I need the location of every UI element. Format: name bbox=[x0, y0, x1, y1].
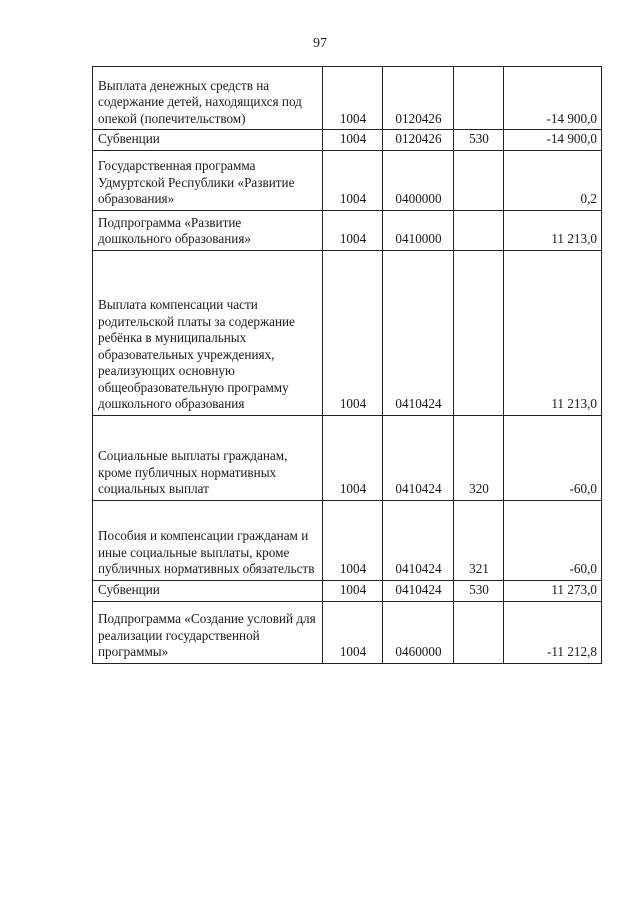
row-target-article: 0410000 bbox=[383, 210, 454, 250]
row-amount: -60,0 bbox=[504, 500, 602, 580]
row-target-article: 0460000 bbox=[383, 601, 454, 663]
table-row bbox=[93, 601, 602, 663]
row-name: Социальные выплаты гражданам, кроме публичных нормативных социальных выплат bbox=[93, 415, 323, 500]
row-expense-type bbox=[454, 250, 504, 415]
row-amount: 11 213,0 bbox=[504, 250, 602, 415]
table-row bbox=[93, 150, 602, 210]
table-row bbox=[93, 67, 602, 130]
row-amount: 11 273,0 bbox=[504, 580, 602, 601]
table-row bbox=[93, 130, 602, 151]
row-amount: -14 900,0 bbox=[504, 130, 602, 151]
row-expense-type bbox=[454, 150, 504, 210]
row-name: Субвенции bbox=[93, 580, 323, 601]
budget-table bbox=[92, 66, 602, 664]
row-section: 1004 bbox=[323, 250, 383, 415]
row-section: 1004 bbox=[323, 210, 383, 250]
row-expense-type: 530 bbox=[454, 580, 504, 601]
table-row bbox=[93, 580, 602, 601]
row-expense-type bbox=[454, 210, 504, 250]
row-expense-type bbox=[454, 601, 504, 663]
row-section: 1004 bbox=[323, 130, 383, 151]
row-section: 1004 bbox=[323, 601, 383, 663]
row-expense-type: 530 bbox=[454, 130, 504, 151]
row-section: 1004 bbox=[323, 150, 383, 210]
table-row bbox=[93, 415, 602, 500]
row-target-article: 0120426 bbox=[383, 130, 454, 151]
row-amount: 0,2 bbox=[504, 150, 602, 210]
row-amount: -14 900,0 bbox=[504, 67, 602, 130]
row-section: 1004 bbox=[323, 415, 383, 500]
row-target-article: 0410424 bbox=[383, 500, 454, 580]
row-name: Государственная программа Удмуртской Республики «Развитие образования» bbox=[93, 150, 323, 210]
row-target-article: 0410424 bbox=[383, 250, 454, 415]
table-row bbox=[93, 210, 602, 250]
row-expense-type: 320 bbox=[454, 415, 504, 500]
row-target-article: 0410424 bbox=[383, 415, 454, 500]
row-amount: -60,0 bbox=[504, 415, 602, 500]
row-expense-type bbox=[454, 67, 504, 130]
row-name: Субвенции bbox=[93, 130, 323, 151]
row-section: 1004 bbox=[323, 580, 383, 601]
row-name: Пособия и компенсации гражданам и иные социальные выплаты, кроме публичных нормативных обязательств bbox=[93, 500, 323, 580]
row-target-article: 0410424 bbox=[383, 580, 454, 601]
row-amount: 11 213,0 bbox=[504, 210, 602, 250]
row-name: Выплата денежных средств на содержание детей, находящихся под опекой (попечительством) bbox=[93, 67, 323, 130]
row-target-article: 0120426 bbox=[383, 67, 454, 130]
table-row bbox=[93, 250, 602, 415]
table-row bbox=[93, 500, 602, 580]
row-section: 1004 bbox=[323, 500, 383, 580]
row-expense-type: 321 bbox=[454, 500, 504, 580]
row-section: 1004 bbox=[323, 67, 383, 130]
row-name: Выплата компенсации части родительской платы за содержание ребёнка в муниципальных образовательных учреждениях, реализующих основную общеобразовательную программу дошкольного образования bbox=[93, 250, 323, 415]
row-target-article: 0400000 bbox=[383, 150, 454, 210]
page-number: 97 bbox=[313, 36, 327, 51]
row-name: Подпрограмма «Развитие дошкольного образования» bbox=[93, 210, 323, 250]
row-name: Подпрограмма «Создание условий для реализации государственной программы» bbox=[93, 601, 323, 663]
row-amount: -11 212,8 bbox=[504, 601, 602, 663]
